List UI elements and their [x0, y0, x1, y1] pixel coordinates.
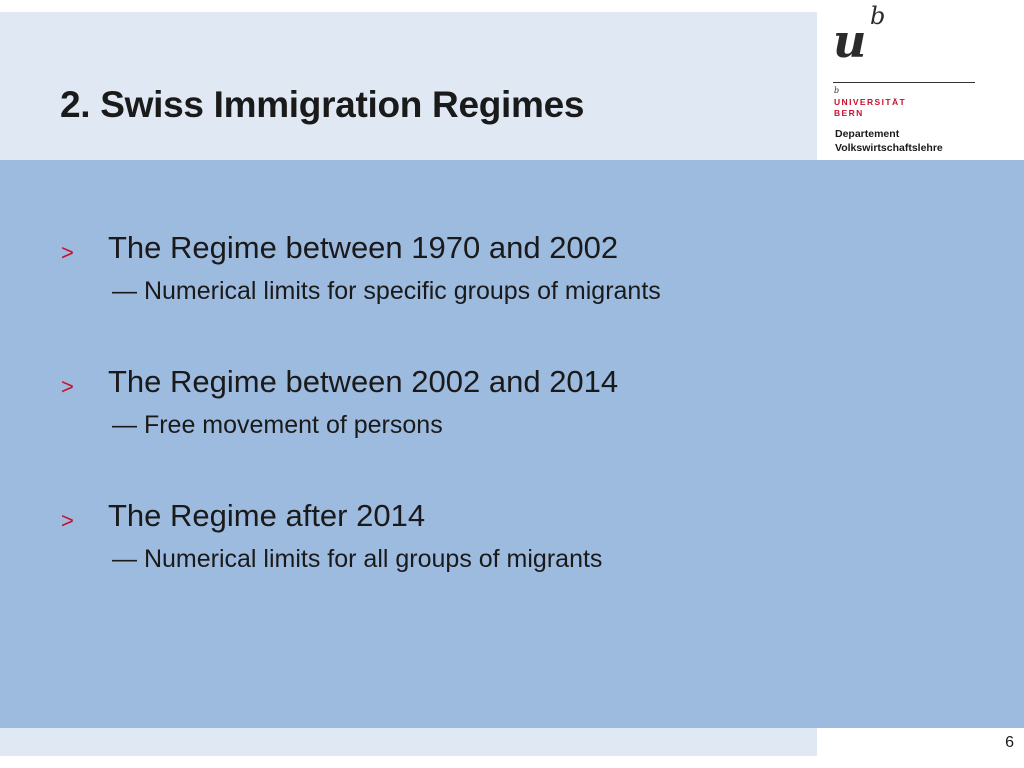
- department-name: [835, 127, 943, 155]
- bullet-arrow-icon: >: [61, 240, 74, 265]
- department-line2: Volkswirtschaftslehre: [835, 142, 943, 154]
- slide-title: 2. Swiss Immigration Regimes: [60, 84, 585, 125]
- logo-u-mark: u: [833, 14, 867, 68]
- bullet-heading: The Regime between 2002 and 2014: [108, 364, 619, 399]
- header-band: [0, 12, 817, 160]
- department-line1: Departement: [835, 128, 900, 140]
- logo-small-b: b: [834, 86, 840, 95]
- university-logo: [817, 0, 1024, 160]
- bullet-heading: The Regime after 2014: [108, 498, 426, 533]
- bullet-subtext: — Numerical limits for specific groups of migrants: [112, 277, 661, 305]
- logo-b-mark: b: [870, 2, 886, 30]
- bullet-subtext: — Free movement of persons: [112, 411, 443, 439]
- logo-divider: [833, 82, 975, 83]
- bullet-arrow-icon: >: [61, 508, 74, 533]
- bullet-heading: The Regime between 1970 and 2002: [108, 230, 619, 265]
- page-number: 6: [1005, 734, 1014, 751]
- university-name-line1: UNIVERSITÄT: [834, 97, 907, 107]
- university-name: [834, 97, 906, 119]
- footer-band: [0, 728, 817, 756]
- university-name-line2: BERN: [834, 108, 864, 118]
- bullet-subtext: — Numerical limits for all groups of migrants: [112, 545, 603, 573]
- bullet-arrow-icon: >: [61, 374, 74, 399]
